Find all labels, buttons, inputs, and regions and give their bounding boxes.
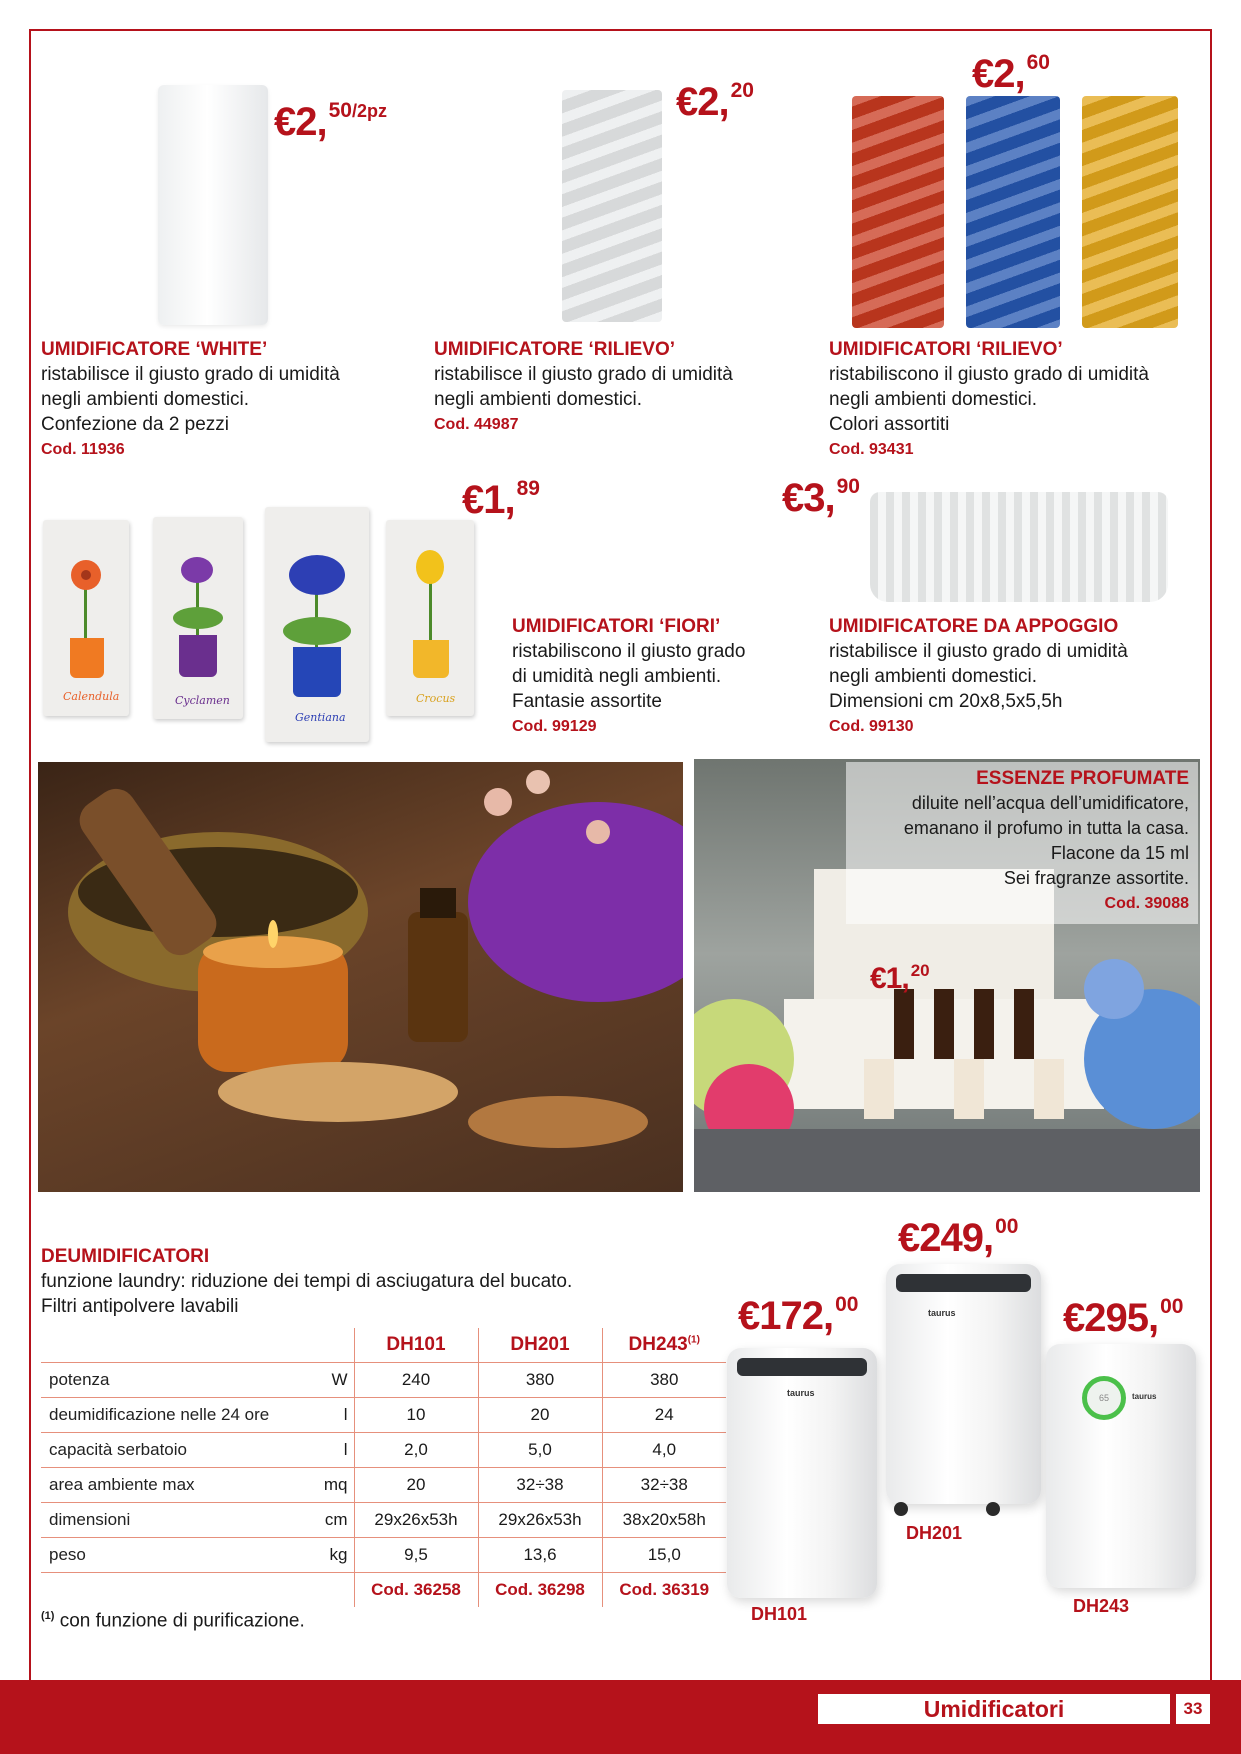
price-dh101: €172,00: [738, 1293, 859, 1338]
flower-card-gentiana: Gentiana: [265, 507, 369, 742]
product-title: ESSENZE PROFUMATE: [976, 768, 1189, 789]
col-header: DH101: [354, 1328, 478, 1362]
brand-label: taurus: [787, 1388, 815, 1398]
display-ring: 65: [1082, 1376, 1126, 1420]
product-title: UMIDIFICATORE DA APPOGGIO: [829, 616, 1119, 637]
product-rilievo-colori: UMIDIFICATORI ‘RILIEVO’ ristabiliscono il giusto grado di umidità negli ambienti domestici. Colori assortiti Cod. 93431: [829, 337, 1149, 462]
deumidificatori-header: DEUMIDIFICATORI funzione laundry: riduzione dei tempi di asciugatura del bucato. Filtri antipolvere lavabili: [41, 1246, 573, 1317]
product-title: UMIDIFICATORE ‘RILIEVO’: [434, 339, 676, 360]
table-row: deumidificazione nelle 24 ore l 10 20 24: [41, 1397, 726, 1432]
price-rilievo: €2,20: [676, 79, 754, 124]
product-title: UMIDIFICATORI ‘RILIEVO’: [829, 339, 1063, 360]
device-dh201-image: [886, 1264, 1041, 1504]
table-row: dimensioni cm 29x26x53h 29x26x53h 38x20x58h: [41, 1502, 726, 1537]
blue-humidifier-image: [966, 96, 1060, 328]
product-code: Cod. 99129: [512, 718, 597, 735]
section-label: Umidificatori: [818, 1694, 1170, 1724]
device-label-dh201: DH201: [906, 1523, 963, 1543]
tray-humidifier-image: [870, 492, 1168, 602]
device-label-dh243: DH243: [1073, 1596, 1130, 1616]
wheel-right: [986, 1502, 1000, 1516]
table-row: peso kg 9,5 13,6 15,0: [41, 1537, 726, 1572]
product-code: Cod. 93431: [829, 441, 914, 458]
price-rilievo-colori: €2,60: [972, 51, 1050, 96]
product-rilievo: UMIDIFICATORE ‘RILIEVO’ ristabilisce il giusto grado di umidità negli ambienti domestici. Cod. 44987: [434, 337, 733, 437]
footnote: $^{(1)}$ con funzione di purificazione.: [41, 1610, 305, 1632]
table-row: potenza W 240 380 380: [41, 1362, 726, 1397]
page-number: 33: [1176, 1694, 1210, 1724]
spec-table: [41, 1328, 726, 1607]
product-fiori: UMIDIFICATORI ‘FIORI’ ristabiliscono il giusto grado di umidità negli ambienti. Fantasie assortite Cod. 99129: [512, 614, 745, 739]
device-dh243-image: [1046, 1344, 1196, 1588]
wheel-left: [894, 1502, 908, 1516]
flower-card-crocus: Crocus: [386, 520, 474, 716]
price-fiori: €1,89: [462, 477, 540, 522]
col-header: DH243$^{(1)}$: [602, 1328, 726, 1362]
product-code: Cod. 11936: [41, 441, 125, 458]
white-humidifier-image: [158, 85, 268, 325]
product-title: UMIDIFICATORI ‘FIORI’: [512, 616, 721, 637]
device-dh101-image: [727, 1348, 877, 1598]
product-code: Cod. 99130: [829, 718, 914, 735]
brand-label: taurus: [1132, 1392, 1157, 1401]
spa-photo-illustration: [38, 762, 683, 1192]
price-white: €2,50/2pz: [274, 99, 387, 144]
price-dh243: €295,00: [1063, 1295, 1184, 1340]
price-essenze: €1, 20: [870, 961, 930, 995]
price-dh201: €249,00: [898, 1215, 1019, 1260]
rilievo-humidifier-image: [562, 90, 662, 322]
table-row: area ambiente max mq 20 32÷38 32÷38: [41, 1467, 726, 1502]
brand-label: taurus: [928, 1308, 956, 1318]
essenze-text: ESSENZE PROFUMATE diluite nell’acqua dell’umidificatore, emanano il profumo in tutta la casa. Flacone da 15 ml Sei fragranze assortite. Cod. 39088: [904, 766, 1189, 916]
product-code: Cod. 44987: [434, 416, 519, 433]
product-code: Cod. 39088: [1104, 895, 1189, 912]
col-header: DH201: [478, 1328, 602, 1362]
spa-photo: [38, 762, 683, 1192]
section-title: DEUMIDIFICATORI: [41, 1246, 210, 1267]
table-row-codes: Cod. 36258 Cod. 36298 Cod. 36319: [41, 1572, 726, 1607]
red-humidifier-image: [852, 96, 944, 328]
device-label-dh101: DH101: [751, 1604, 808, 1624]
table-row: capacità serbatoio l 2,0 5,0 4,0: [41, 1432, 726, 1467]
product-white: UMIDIFICATORE ‘WHITE’ ristabilisce il giusto grado di umidità negli ambienti domestici. Confezione da 2 pezzi Cod. 11936: [41, 337, 340, 462]
yellow-humidifier-image: [1082, 96, 1178, 328]
flower-card-calendula: Calendula: [43, 520, 129, 716]
flower-card-cyclamen: Cyclamen: [153, 517, 243, 719]
price-appoggio: €3,90: [782, 475, 860, 520]
product-appoggio: UMIDIFICATORE DA APPOGGIO ristabilisce il giusto grado di umidità negli ambienti domestici. Dimensioni cm 20x8,5x5,5h Cod. 99130: [829, 614, 1128, 739]
product-title: UMIDIFICATORE ‘WHITE’: [41, 339, 268, 360]
